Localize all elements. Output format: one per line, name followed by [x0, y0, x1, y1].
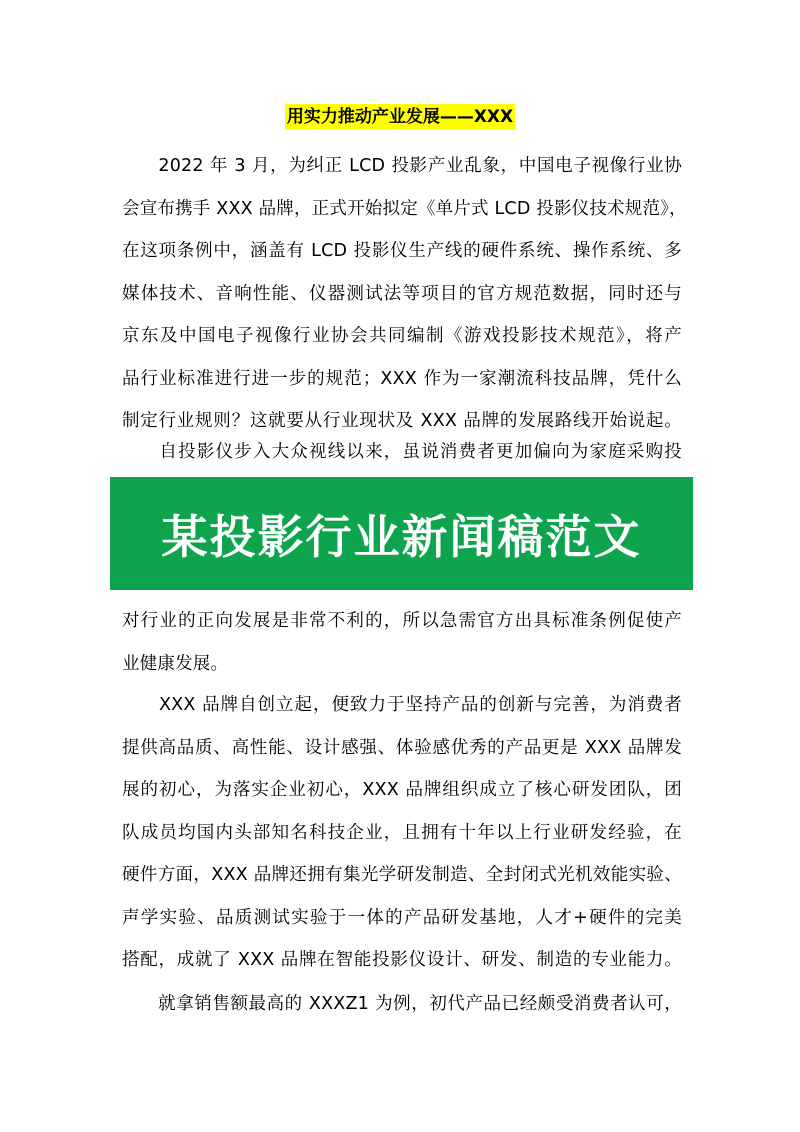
paragraph-line: 2022 年 3 月，为纠正 LCD 投影产业乱象，中国电子视像行业协 — [122, 156, 682, 176]
paragraph-line: 京东及中国电子视像行业协会共同编制《游戏投影技术规范》，将产 — [122, 326, 682, 346]
paragraph-line: 在这项条例中，涵盖有 LCD 投影仪生产线的硬件系统、操作系统、多 — [122, 241, 682, 261]
paragraph-line: XXX 品牌自创立起，便致力于坚持产品的创新与完善，为消费者 — [122, 695, 682, 715]
paragraph-5 — [122, 983, 682, 1026]
document-title: 用实力推动产业发展——XXX — [285, 104, 515, 130]
paragraph-line: 会宣布携手 XXX 品牌，正式开始拟定《单片式 LCD 投影仪技术规范》， — [122, 198, 687, 219]
paragraph-line: 业健康发展。 — [122, 653, 229, 674]
paragraph-line: 队成员均国内头部知名科技企业，且拥有十年以上行业研发经验，在 — [122, 822, 682, 843]
paragraph-line: 声学实验、品质测试实验于一体的产品研发基地，人才+硬件的完美 — [122, 907, 682, 928]
paragraph-line: 品行业标准进行进一步的规范；XXX 作为一家潮流科技品牌，凭什么 — [122, 368, 682, 389]
paragraph-3 — [122, 600, 682, 685]
paragraph-line: 媒体技术、音响性能、仪器测试法等项目的官方规范数据，同时还与 — [122, 283, 682, 304]
paragraph-line: 自投影仪步入大众视线以来，虽说消费者更加偏向为家庭采购投 — [122, 442, 682, 462]
paragraph-line: 就拿销售额最高的 XXXZ1 为例，初代产品已经颇受消费者认可， — [122, 994, 682, 1014]
paragraph-4 — [122, 684, 682, 982]
title-wrap — [0, 104, 800, 130]
paragraph-line: 对行业的正向发展是非常不利的，所以急需官方出具标准条例促使产 — [122, 611, 682, 631]
paragraph-line: 提供高品质、高性能、设计感强、体验感优秀的产品更是 XXX 品牌发 — [122, 737, 682, 758]
paragraph-2 — [122, 431, 682, 474]
banner-text: 某投影行业新闻稿范文 — [161, 509, 642, 564]
banner — [110, 477, 693, 590]
paragraph-line: 展的初心，为落实企业初心，XXX 品牌组织成立了核心研发团队，团 — [122, 780, 682, 800]
paragraph-line: 搭配，成就了 XXX 品牌在智能投影仪设计、研发、制造的专业能力。 — [122, 950, 682, 970]
paragraph-line: 制定行业规则？这就要从行业现状及 XXX 品牌的发展路线开始说起。 — [122, 411, 682, 431]
paragraph-line: 硬件方面，XXX 品牌还拥有集光学研发制造、全封闭式光机效能实验、 — [122, 865, 682, 885]
paragraph-1 — [122, 145, 687, 443]
